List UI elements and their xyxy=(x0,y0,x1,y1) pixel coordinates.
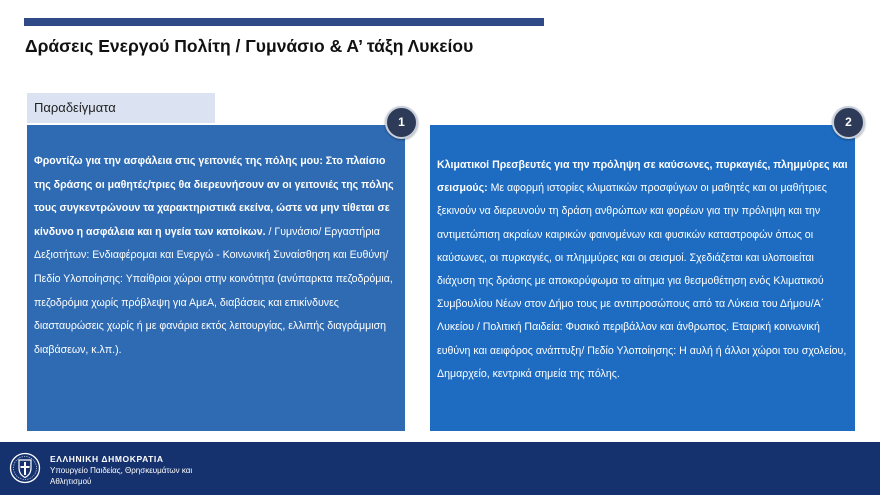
number-badge-1: 1 xyxy=(385,106,418,139)
example-2-body: Με αφορμή ιστορίες κλιματικών προσφύγων οι μαθητές και οι μαθήτριες ξεκινούν να διερευνούν τη δράση ανθρώπων και φορέων για την πρόληψη και την αντιμετώπιση ακραίων καιρικών φαινομένων και φυσικών καταστροφών όπως οι καύσωνες, οι πυρκαγιές, οι πλημμύρες και οι σεισμοί. Σχεδιάζεται και υλοποιείται διάχυση της δράσης με αποκορύφωμα το αίτημα για θεσμοθέτηση ενός Κλιματικού Συμβουλίου Νέων στον Δήμο τους με αντιπροσώπους από τα Λύκεια του Δήμου/Α΄ Λυκείου / Πολιτική Παιδεία: Φυσικό περιβάλλον και άνθρωπος. Εταιρική κοινωνική ευθύνη και αειφόρος ανάπτυξη/ Πεδίο Υλοποίησης: Η αυλή ή άλλοι χώροι του σχολείου, Δημαρχείο, κεντρικά σημεία της πόλης. xyxy=(437,182,847,380)
example-1-body: / Γυμνάσιο/ Εργαστήρια Δεξιοτήτων: Ενδιαφέρομαι και Ενεργώ - Κοινωνική Συναίσθηση και Ευθύνη/ Πεδίο Υλοποίησης: Υπαίθριοι χώροι στην κοινότητα (ανύπαρκτα πεζοδρόμια, πεζοδρόμια χωρίς πρόβλεψη για ΑμεΑ, διαβάσεις και επικίνδυνες διασταυρώσεις χωρίς ή με φανάρια εκτός λειτουργίας, ελλιπής διαγράμμιση διαβάσεων, κ.λπ.). xyxy=(34,225,393,356)
footer-bar xyxy=(0,442,880,495)
footer-org-name: ΕΛΛΗΝΙΚΗ ΔΗΜΟΚΡΑΤΙΑ xyxy=(50,454,164,464)
page-title: Δράσεις Ενεργού Πολίτη / Γυμνάσιο & Α’ τάξη Λυκείου xyxy=(25,36,474,56)
example-card-2 xyxy=(430,125,855,431)
example-2-heading: Κλιματικοί Πρεσβευτές για την πρόληψη σε καύσωνες, πυρκαγιές, πλημμύρες και σεισμούς: xyxy=(437,159,848,195)
example-1-heading: Φροντίζω για την ασφάλεια στις γειτονιές της πόλης μου: Στο πλαίσιο της δράσης οι μαθητές/τριες θα διερευνήσουν αν οι γειτονιές της πόλης τους συγκεντρώνουν τα χαρακτηριστικά εκείνα, ώστε να μην τίθεται σε κίνδυνο η ασφάλεια και η υγεία των κατοίκων. xyxy=(34,155,394,238)
number-badge-2: 2 xyxy=(832,106,865,139)
examples-label: Παραδείγματα xyxy=(27,93,215,123)
title-accent-bar xyxy=(24,18,544,26)
greek-coat-of-arms-icon xyxy=(9,452,41,484)
example-card-1 xyxy=(27,125,405,431)
footer-ministry-name: Υπουργείο Παιδείας, Θρησκευμάτων και Αθλητισμού xyxy=(50,466,193,486)
